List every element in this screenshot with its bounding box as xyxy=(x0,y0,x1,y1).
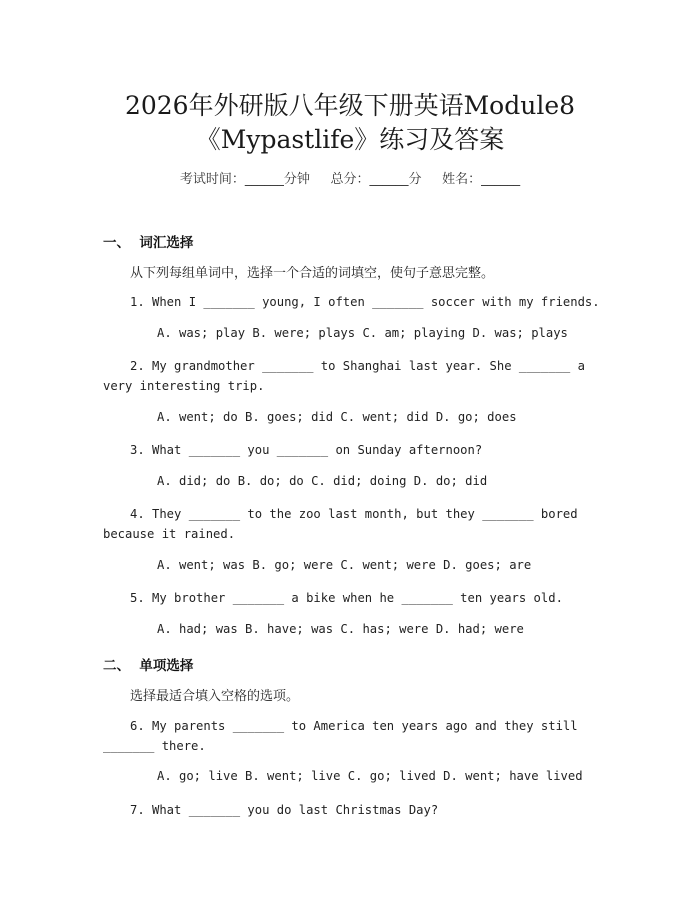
question: 4. They _______ to the zoo last month, but they _______ bored because it rained. xyxy=(103,507,578,541)
section-intro: 从下列每组单词中，选择一个合适的词填空，使句子意思完整。 xyxy=(130,266,495,281)
question-options: A. was; play B. were; plays C. am; playing D. was; plays xyxy=(157,326,568,340)
question: 6. My parents _______ to America ten years ago and they still _______ there. xyxy=(103,719,578,753)
question-options: A. went; was B. go; were C. went; were D. goes; are xyxy=(157,558,532,572)
question-options: A. did; do B. do; do C. did; doing D. do; did xyxy=(157,474,488,488)
exam-info: 考试时间：______分钟 总分：______分 姓名：______ xyxy=(179,172,521,187)
question-options: A. go; live B. went; live C. go; lived D. went; have lived xyxy=(157,769,583,783)
section-intro: 选择最适合填入空格的选项。 xyxy=(130,689,300,704)
section-heading: 二、 单项选择 xyxy=(103,658,194,674)
section-heading: 一、 词汇选择 xyxy=(103,235,194,251)
question: 5. My brother _______ a bike when he _______ ten years old. xyxy=(130,591,563,605)
document-title-line2: 《Mypastlife》练习及答案 xyxy=(195,125,505,154)
question: 2. My grandmother _______ to Shanghai last year. She _______ a very interesting trip. xyxy=(103,359,585,393)
document-title-line1: 2026年外研版八年级下册英语Module8 xyxy=(124,91,576,120)
question: 7. What _______ you do last Christmas Day? xyxy=(130,803,439,817)
question-options: A. went; do B. goes; did C. went; did D. go; does xyxy=(157,410,517,424)
question: 1. When I _______ young, I often _______ soccer with my friends. xyxy=(130,295,600,309)
question: 3. What _______ you _______ on Sunday afternoon? xyxy=(130,443,483,457)
question-options: A. had; was B. have; was C. has; were D. had; were xyxy=(157,622,524,636)
